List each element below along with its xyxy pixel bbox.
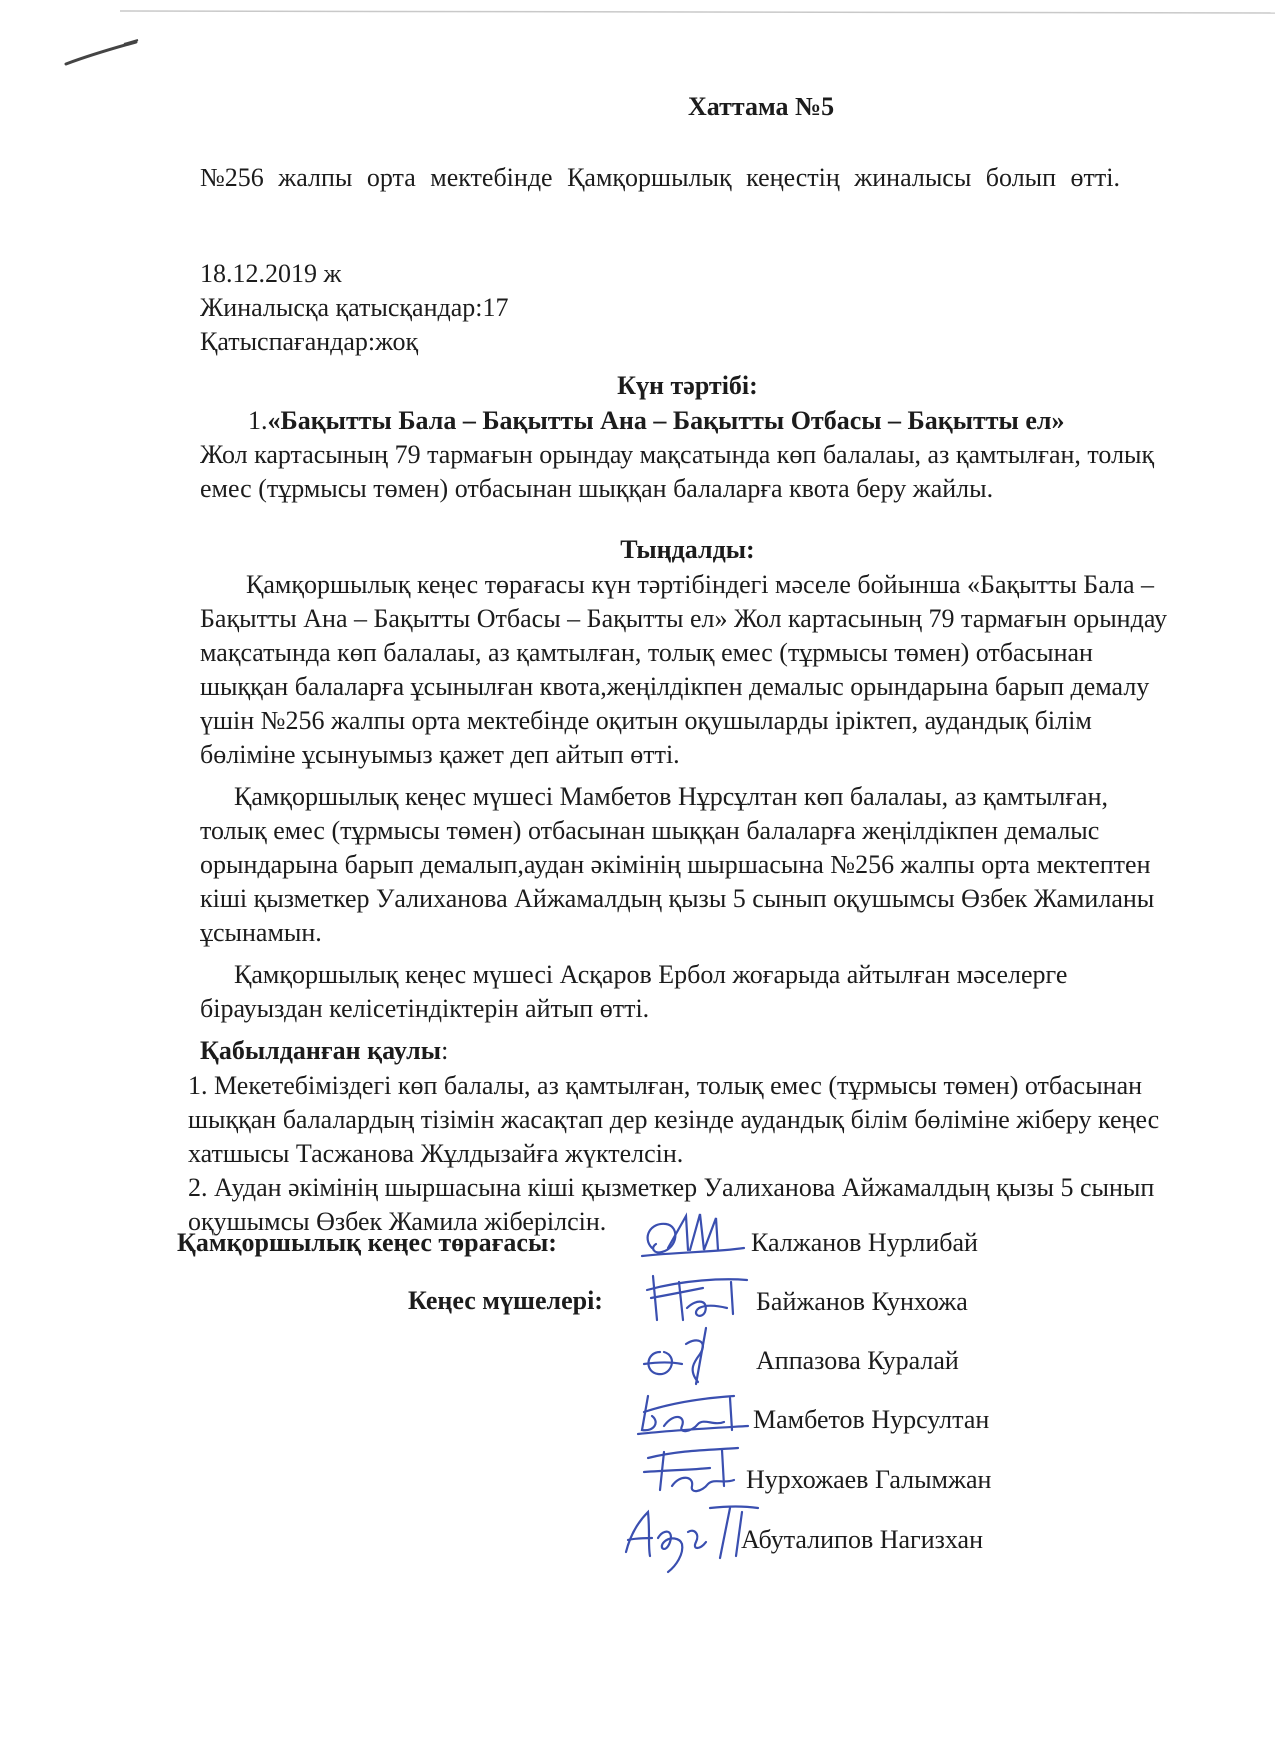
heard-heading: Тыңдалды: (620, 535, 755, 564)
member-signature-3 (638, 1396, 748, 1434)
decision-2: 2. Аудан әкімінің шыршасына кіші қызметкер Уалиханова Айжамалдың қызы 5 сынып оқушымсы Өзбек Жамила жіберілсін. (188, 1173, 1155, 1236)
member-name-5: Абуталипов Нагизхан (741, 1525, 983, 1554)
chair-name: Калжанов Нурлибай (751, 1228, 978, 1257)
heard-paragraph-1: Қамқоршылық кеңес төрағасы күн тәртібіндегі мәселе бойынша «Бақытты Бала – Бақытты Ана – Бақытты Отбасы – Бақытты ел» Жол картасының 79 тармағын орындау мақсатында көп балалаы, аз қамтылған, толық емес (тұрмысы төмен) отбасынан шыққан балаларға ұсынылған квота,жеңілдікпен демалыс орындарына барып демалу үшін №256 жалпы орта мектебінде оқитын оқушыларды іріктеп, аудандық білім бөліміне ұсынуымыз қажет деп айтып өтті. (200, 570, 1168, 769)
heard-paragraph-2: Қамқоршылық кеңес мүшесі Мамбетов Нұрсұлтан көп балалаы, аз қамтылған, толық емес (тұрмысы төмен) отбасынан шыққан балаларға жеңілдікпен демалыс орындарына барып демалып,аудан әкімінің шыршасына №256 жалпы орта мектептен кіші қызметкер Уалиханова Айжамалдың қызы 5 сынып оқушымсы Өзбек Жамиланы ұсынамын. (200, 782, 1155, 947)
document-page (177, 0, 1175, 1755)
intro-text: №256 жалпы орта мектебінде Қамқоршылық кеңестің жиналысы болып өтті. (200, 163, 1120, 192)
member-name-3: Мамбетов Нурсултан (753, 1405, 990, 1434)
decision-heading-text: Қабылданған қаулы (200, 1036, 442, 1065)
attendees-present: Жиналысқа қатысқандар:17 (200, 293, 509, 322)
decision-heading (200, 1034, 448, 1068)
pen-mark (62, 34, 142, 74)
member-signature-5 (626, 1507, 758, 1573)
member-name-4: Нурхожаев Галымжан (746, 1465, 992, 1494)
agenda-item-text: Жол картасының 79 тармағын орындау мақсатында көп балалаы, аз қамтылған, толық емес (тұрмысы төмен) отбасынан шыққан балаларға квота беру жайлы. (200, 440, 1155, 503)
heard-section (200, 568, 1175, 1026)
agenda-item (200, 404, 1175, 506)
agenda-item-number: 1. (248, 406, 268, 435)
member-name-1: Байжанов Кунхожа (756, 1287, 968, 1316)
decision-1: 1. Мекетебіміздегі көп балалы, аз қамтылған, толық емес (тұрмысы төмен) отбасынан шыққан балалардың тізімін жасақтап дер кезінде аудандық білім бөліміне жіберу кеңес хатшысы Тасжанова Жұлдызайға жүктелсін. (188, 1071, 1160, 1168)
heard-paragraph-3: Қамқоршылық кеңес мүшесі Асқаров Ербол жоғарыда айтылған мәселерге бірауыздан келісетіндіктерін айтып өтті. (200, 960, 1068, 1023)
members-label: Кеңес мүшелері: (408, 1286, 603, 1315)
agenda-heading: Күн тәртібі: (617, 371, 758, 400)
document-title: Хаттама №5 (688, 92, 835, 121)
chair-label: Қамқоршылық кеңес төрағасы: (177, 1228, 557, 1257)
meeting-date: 18.12.2019 ж (200, 259, 342, 288)
attendees-absent: Қатыспағандар:жоқ (200, 327, 419, 356)
member-signature-4 (644, 1448, 738, 1491)
meeting-meta (200, 257, 509, 359)
decision-heading-colon: : (441, 1036, 449, 1065)
agenda-item-title: «Бақытты Бала – Бақытты Ана – Бақытты Отбасы – Бақытты ел» (267, 406, 1065, 435)
member-name-2: Аппазова Куралай (756, 1346, 959, 1375)
member-signature-2 (644, 1328, 706, 1384)
member-signature-1 (647, 1276, 747, 1320)
